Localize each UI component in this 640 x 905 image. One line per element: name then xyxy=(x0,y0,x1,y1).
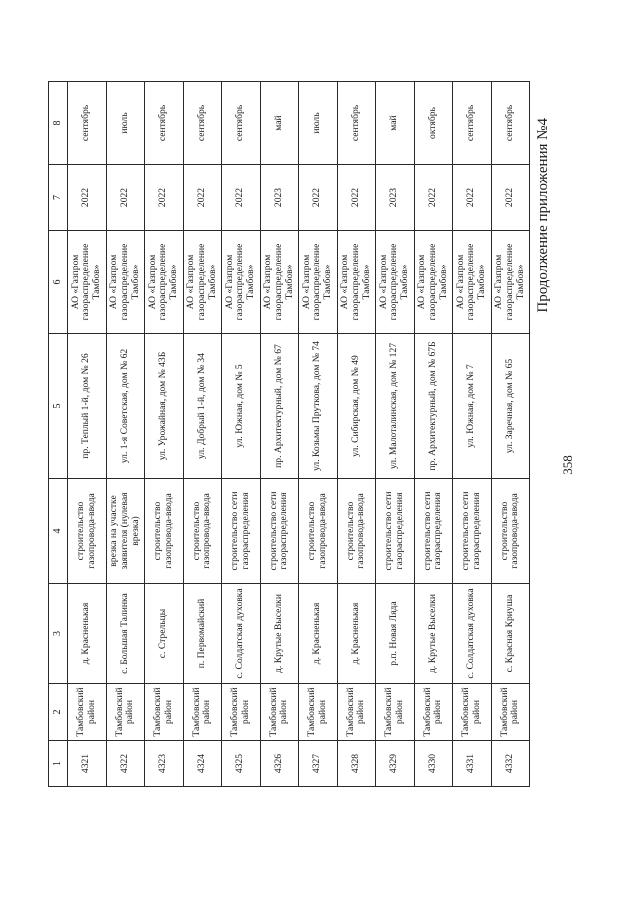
year-cell: 2022 xyxy=(491,165,530,231)
month-cell: сентябрь xyxy=(337,82,376,165)
year-cell: 2023 xyxy=(376,165,415,231)
table-row xyxy=(299,82,338,787)
table-row xyxy=(183,82,222,787)
work-type-cell: строительство газопровода-ввода xyxy=(68,479,107,584)
work-type-cell: строительство сети газораспределения xyxy=(376,479,415,584)
organization-cell: АО «Газпром газораспределение Тамбов» xyxy=(106,231,145,334)
year-cell: 2022 xyxy=(106,165,145,231)
settlement-cell: с. Стрельцы xyxy=(145,584,184,684)
organization-cell: АО «Газпром газораспределение Тамбов» xyxy=(222,231,261,334)
month-cell: сентябрь xyxy=(453,82,492,165)
address-cell: ул. Южная, дом № 5 xyxy=(222,334,261,479)
settlement-cell: д. Крутые Выселки xyxy=(260,584,299,684)
address-cell: ул. Козьмы Пруткова, дом № 74 xyxy=(299,334,338,479)
settlement-cell: с. Солдатская духовка xyxy=(222,584,261,684)
settlement-cell: с. Солдатская духовка xyxy=(453,584,492,684)
table-body xyxy=(68,82,530,787)
year-cell: 2022 xyxy=(337,165,376,231)
settlement-cell: р.п. Новая Ляда xyxy=(376,584,415,684)
district-cell: Тамбовский район xyxy=(299,684,338,741)
column-header: 3 xyxy=(49,584,68,684)
settlement-cell: п. Первомайский xyxy=(183,584,222,684)
column-header: 7 xyxy=(49,165,68,231)
district-cell: Тамбовский район xyxy=(491,684,530,741)
row-number-cell: 4329 xyxy=(376,741,415,787)
month-cell: сентябрь xyxy=(491,82,530,165)
table-row xyxy=(337,82,376,787)
settlement-cell: д. Красненькая xyxy=(337,584,376,684)
month-cell: май xyxy=(376,82,415,165)
row-number-cell: 4332 xyxy=(491,741,530,787)
work-type-cell: строительство газопровода-ввода xyxy=(491,479,530,584)
district-cell: Тамбовский район xyxy=(414,684,453,741)
work-type-cell: строительство сети газораспределения xyxy=(414,479,453,584)
row-number-cell: 4324 xyxy=(183,741,222,787)
address-cell: ул. Заречная, дом № 65 xyxy=(491,334,530,479)
organization-cell: АО «Газпром газораспределение Тамбов» xyxy=(260,231,299,334)
organization-cell: АО «Газпром газораспределение Тамбов» xyxy=(414,231,453,334)
column-header: 2 xyxy=(49,684,68,741)
work-type-cell: строительство газопровода-ввода xyxy=(299,479,338,584)
address-cell: пр. Архитектурный, дом № 67Б xyxy=(414,334,453,479)
settlement-cell: д. Крутые Выселки xyxy=(414,584,453,684)
organization-cell: АО «Газпром газораспределение Тамбов» xyxy=(491,231,530,334)
month-cell: май xyxy=(260,82,299,165)
address-cell: пр. Теплый 1-й, дом № 26 xyxy=(68,334,107,479)
table-row xyxy=(376,82,415,787)
year-cell: 2022 xyxy=(222,165,261,231)
work-type-cell: строительство газопровода-ввода xyxy=(337,479,376,584)
appendix-title: Продолжение приложения №4 xyxy=(535,118,551,313)
year-cell: 2022 xyxy=(183,165,222,231)
year-cell: 2023 xyxy=(260,165,299,231)
row-number-cell: 4322 xyxy=(106,741,145,787)
row-number-cell: 4321 xyxy=(68,741,107,787)
table-row xyxy=(106,82,145,787)
work-type-cell: строительство газопровода-ввода xyxy=(183,479,222,584)
address-cell: ул. Добрый 1-й, дом № 34 xyxy=(183,334,222,479)
row-number-cell: 4325 xyxy=(222,741,261,787)
organization-cell: АО «Газпром газораспределение Тамбов» xyxy=(376,231,415,334)
address-cell: пр. Архитектурный, дом № 67 xyxy=(260,334,299,479)
address-cell: ул. Урожайная, дом № 43Б xyxy=(145,334,184,479)
year-cell: 2022 xyxy=(68,165,107,231)
address-cell: ул. Малоталинская, дом № 127 xyxy=(376,334,415,479)
organization-cell: АО «Газпром газораспределение Тамбов» xyxy=(337,231,376,334)
table-row xyxy=(414,82,453,787)
year-cell: 2022 xyxy=(299,165,338,231)
table-row xyxy=(491,82,530,787)
appendix-table xyxy=(48,81,530,787)
address-cell: ул. Южная, дом № 7 xyxy=(453,334,492,479)
table-row xyxy=(145,82,184,787)
settlement-cell: с. Большая Талинка xyxy=(106,584,145,684)
work-type-cell: строительство газопровода-ввода xyxy=(145,479,184,584)
organization-cell: АО «Газпром газораспределение Тамбов» xyxy=(453,231,492,334)
organization-cell: АО «Газпром газораспределение Тамбов» xyxy=(68,231,107,334)
work-type-cell: врезка на участке заявителя (нулевая врезка) xyxy=(106,479,145,584)
month-cell: июль xyxy=(106,82,145,165)
settlement-cell: д. Красненькая xyxy=(299,584,338,684)
month-cell: июль xyxy=(299,82,338,165)
district-cell: Тамбовский район xyxy=(260,684,299,741)
row-number-cell: 4327 xyxy=(299,741,338,787)
address-cell: ул. 1-я Советская, дом № 62 xyxy=(106,334,145,479)
column-header: 8 xyxy=(49,82,68,165)
header-row xyxy=(49,82,68,787)
column-header: 4 xyxy=(49,479,68,584)
work-type-cell: строительство сети газораспределения xyxy=(260,479,299,584)
column-header: 1 xyxy=(49,741,68,787)
month-cell: сентябрь xyxy=(145,82,184,165)
month-cell: сентябрь xyxy=(68,82,107,165)
month-cell: октябрь xyxy=(414,82,453,165)
month-cell: сентябрь xyxy=(183,82,222,165)
district-cell: Тамбовский район xyxy=(183,684,222,741)
district-cell: Тамбовский район xyxy=(106,684,145,741)
column-header: 5 xyxy=(49,334,68,479)
district-cell: Тамбовский район xyxy=(337,684,376,741)
row-number-cell: 4326 xyxy=(260,741,299,787)
row-number-cell: 4328 xyxy=(337,741,376,787)
settlement-cell: с. Красная Криуша xyxy=(491,584,530,684)
year-cell: 2022 xyxy=(414,165,453,231)
settlement-cell: д. Красненькая xyxy=(68,584,107,684)
row-number-cell: 4323 xyxy=(145,741,184,787)
district-cell: Тамбовский район xyxy=(68,684,107,741)
district-cell: Тамбовский район xyxy=(222,684,261,741)
district-cell: Тамбовский район xyxy=(145,684,184,741)
table-row xyxy=(260,82,299,787)
row-number-cell: 4331 xyxy=(453,741,492,787)
table-row xyxy=(453,82,492,787)
column-header: 6 xyxy=(49,231,68,334)
page-number: 358 xyxy=(560,455,575,475)
organization-cell: АО «Газпром газораспределение Тамбов» xyxy=(145,231,184,334)
organization-cell: АО «Газпром газораспределение Тамбов» xyxy=(299,231,338,334)
district-cell: Тамбовский район xyxy=(453,684,492,741)
table-row xyxy=(222,82,261,787)
work-type-cell: строительство сети газораспределения xyxy=(453,479,492,584)
year-cell: 2022 xyxy=(453,165,492,231)
month-cell: сентябрь xyxy=(222,82,261,165)
district-cell: Тамбовский район xyxy=(376,684,415,741)
row-number-cell: 4330 xyxy=(414,741,453,787)
organization-cell: АО «Газпром газораспределение Тамбов» xyxy=(183,231,222,334)
table-row xyxy=(68,82,107,787)
work-type-cell: строительство сети газораспределения xyxy=(222,479,261,584)
address-cell: ул. Сибирская, дом № 49 xyxy=(337,334,376,479)
year-cell: 2022 xyxy=(145,165,184,231)
